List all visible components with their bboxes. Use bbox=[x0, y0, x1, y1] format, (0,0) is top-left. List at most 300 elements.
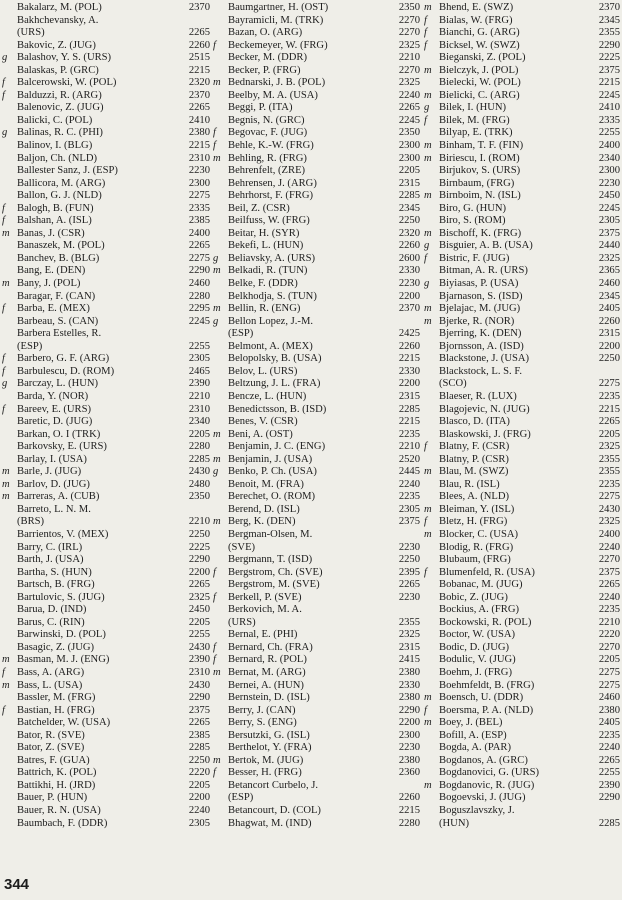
player-rating: 2380 bbox=[398, 666, 420, 678]
player-rating: 2265 bbox=[188, 579, 210, 591]
player-entry bbox=[424, 516, 620, 529]
player-name: Blau, R. (ISL) bbox=[439, 478, 500, 490]
player-rating: 2410 bbox=[598, 102, 620, 114]
player-entry bbox=[424, 667, 620, 680]
player-rating: 2215 bbox=[398, 353, 420, 365]
player-rating: 2345 bbox=[398, 202, 420, 214]
player-entry bbox=[2, 604, 210, 617]
player-entry bbox=[424, 40, 620, 53]
player-name: Barda, Y. (NOR) bbox=[17, 390, 89, 402]
player-rating: 2275 bbox=[598, 491, 620, 503]
player-rating: 2430 bbox=[188, 679, 210, 691]
player-name: Bayramicli, M. (TRK) bbox=[228, 14, 324, 26]
player-rating: 2410 bbox=[188, 114, 210, 126]
player-entry bbox=[2, 341, 210, 354]
player-rating: 2205 bbox=[398, 165, 420, 177]
player-name: Blackstock, L. S. F. bbox=[439, 365, 523, 377]
player-entry bbox=[424, 265, 620, 278]
player-rating: 2265 bbox=[398, 102, 420, 114]
player-name: Barua, D. (IND) bbox=[17, 604, 87, 616]
player-rating: 2235 bbox=[598, 478, 620, 490]
player-name: Barkan, O. I (TRK) bbox=[17, 428, 101, 440]
player-rating: 2240 bbox=[598, 742, 620, 754]
player-name: Beckemeyer, W. (FRG) bbox=[228, 39, 328, 51]
player-name: Boey, J. (BEL) bbox=[439, 717, 503, 729]
title-mark: g bbox=[424, 240, 430, 252]
player-entry bbox=[213, 542, 420, 555]
player-name: Blaeser, R. (LUX) bbox=[439, 390, 517, 402]
title-mark: f bbox=[2, 77, 5, 89]
player-rating: 2315 bbox=[398, 390, 420, 402]
player-entry bbox=[2, 253, 210, 266]
player-name: Bator, Z. (SVE) bbox=[17, 742, 85, 754]
player-rating: 2200 bbox=[398, 290, 420, 302]
player-rating: 2215 bbox=[188, 64, 210, 76]
player-rating: 2390 bbox=[188, 654, 210, 666]
player-rating: 2205 bbox=[598, 654, 620, 666]
player-rating: 2285 bbox=[188, 742, 210, 754]
player-name: Bass, L. (USA) bbox=[17, 679, 83, 691]
player-name: Bockius, A. (FRG) bbox=[439, 604, 520, 616]
player-rating: 2350 bbox=[398, 2, 420, 13]
player-name: Bisguier, A. B. (USA) bbox=[439, 240, 533, 252]
player-entry bbox=[424, 554, 620, 567]
player-name: Benjamin, J. (USA) bbox=[228, 453, 313, 465]
player-entry bbox=[424, 617, 620, 630]
player-name: Betancourt, D. (COL) bbox=[228, 805, 321, 816]
player-rating: 2265 bbox=[598, 416, 620, 428]
player-rating: 2215 bbox=[188, 140, 210, 152]
title-mark: g bbox=[213, 252, 219, 264]
player-rating: 2285 bbox=[598, 817, 620, 829]
player-entry bbox=[424, 27, 620, 40]
player-name: Boehmfeldt, B. (FRG) bbox=[439, 679, 535, 691]
player-rating: 2340 bbox=[598, 152, 620, 164]
player-rating: 2300 bbox=[398, 729, 420, 741]
player-entry bbox=[2, 579, 210, 592]
player-entry bbox=[2, 353, 210, 366]
player-entry bbox=[2, 366, 210, 379]
player-rating: 2230 bbox=[598, 177, 620, 189]
player-rating: 2305 bbox=[188, 817, 210, 829]
player-entry bbox=[213, 127, 420, 140]
player-name: (URS) bbox=[228, 616, 256, 628]
player-entry bbox=[424, 717, 620, 730]
player-rating: 2305 bbox=[598, 215, 620, 227]
player-rating: 2285 bbox=[398, 403, 420, 415]
player-entry bbox=[213, 15, 420, 28]
player-rating: 2375 bbox=[398, 516, 420, 528]
player-entry bbox=[213, 378, 420, 391]
player-rating: 2450 bbox=[188, 604, 210, 616]
player-rating: 2250 bbox=[398, 554, 420, 566]
player-entry bbox=[2, 504, 210, 517]
player-entry bbox=[2, 40, 210, 53]
player-entry bbox=[213, 341, 420, 354]
player-name: Biro, S. (ROM) bbox=[439, 215, 506, 227]
title-mark: m bbox=[213, 453, 221, 465]
player-name: Banchev, B. (BLG) bbox=[17, 252, 100, 264]
player-rating: 2280 bbox=[188, 290, 210, 302]
player-name: Barreras, A. (CUB) bbox=[17, 491, 100, 503]
player-rating: 2355 bbox=[598, 453, 620, 465]
player-rating: 2215 bbox=[398, 805, 420, 816]
player-entry bbox=[213, 153, 420, 166]
player-name: Belke, F. (DDR) bbox=[228, 278, 298, 290]
player-name: Bitman, A. R. (URS) bbox=[439, 265, 528, 277]
player-rating: 2255 bbox=[188, 340, 210, 352]
player-rating: 2275 bbox=[188, 190, 210, 202]
player-name: Blees, A. (NLD) bbox=[439, 491, 510, 503]
player-entry bbox=[2, 755, 210, 768]
player-rating: 2270 bbox=[398, 27, 420, 39]
player-entry bbox=[424, 240, 620, 253]
player-entry bbox=[213, 604, 420, 617]
title-mark: g bbox=[213, 315, 219, 327]
player-entry bbox=[424, 755, 620, 768]
player-entry bbox=[213, 165, 420, 178]
player-rating: 2430 bbox=[188, 466, 210, 478]
player-rating: 2210 bbox=[188, 390, 210, 402]
player-entry bbox=[213, 491, 420, 504]
player-name: Beitar, H. (SYR) bbox=[228, 227, 300, 239]
player-entry bbox=[424, 416, 620, 429]
player-rating: 2520 bbox=[398, 453, 420, 465]
player-rating: 2330 bbox=[398, 365, 420, 377]
player-name: Barle, J. (JUG) bbox=[17, 466, 82, 478]
player-rating: 2390 bbox=[598, 779, 620, 791]
player-entry bbox=[213, 102, 420, 115]
player-name: Blumenfeld, R. (USA) bbox=[439, 566, 535, 578]
player-name: Bang, E. (DEN) bbox=[17, 265, 86, 277]
player-entry bbox=[424, 629, 620, 642]
player-entry bbox=[424, 65, 620, 78]
player-rating: 2275 bbox=[598, 679, 620, 691]
player-entry bbox=[2, 818, 210, 831]
player-name: Barlay, I. (USA) bbox=[17, 453, 87, 465]
player-name: Belkhodja, S. (TUN) bbox=[228, 290, 317, 302]
player-name: Barlov, D. (JUG) bbox=[17, 478, 90, 490]
player-entry bbox=[424, 328, 620, 341]
player-name: Benedictsson, B. (ISD) bbox=[228, 403, 327, 415]
player-name: Berkovich, M. A. bbox=[228, 604, 302, 616]
player-entry bbox=[2, 529, 210, 542]
player-name: Behrenfelt, (ZRE) bbox=[228, 165, 306, 177]
player-name: Bicksel, W. (SWZ) bbox=[439, 39, 520, 51]
player-name: Bany, J. (POL) bbox=[17, 278, 81, 290]
player-rating: 2370 bbox=[188, 2, 210, 13]
player-rating: 2300 bbox=[188, 177, 210, 189]
player-rating: 2240 bbox=[398, 478, 420, 490]
player-entry bbox=[213, 767, 420, 780]
title-mark: g bbox=[2, 127, 8, 139]
player-rating: 2265 bbox=[188, 27, 210, 39]
player-entry bbox=[2, 328, 210, 341]
player-entry bbox=[213, 77, 420, 90]
player-rating: 2290 bbox=[598, 39, 620, 51]
player-name: Boguszlavszky, J. bbox=[439, 805, 515, 816]
player-rating: 2340 bbox=[188, 416, 210, 428]
player-entry bbox=[2, 542, 210, 555]
player-entry bbox=[2, 680, 210, 693]
player-rating: 2250 bbox=[188, 528, 210, 540]
player-entry bbox=[424, 705, 620, 718]
player-name: Banaszek, M. (POL) bbox=[17, 240, 105, 252]
page-number: 344 bbox=[4, 876, 30, 893]
player-name: Bauer, P. (HUN) bbox=[17, 792, 88, 804]
player-name: Betancort Curbelo, J. bbox=[228, 779, 319, 791]
player-name: Berry, S. (ENG) bbox=[228, 717, 297, 729]
title-mark: g bbox=[2, 52, 8, 64]
player-name: Birnboim, N. (ISL) bbox=[439, 190, 521, 202]
player-name: Bakalarz, M. (POL) bbox=[17, 2, 102, 13]
player-name: Berthelot, Y. (FRA) bbox=[228, 742, 312, 754]
player-name: Batres, F. (GUA) bbox=[17, 754, 90, 766]
player-entry bbox=[424, 178, 620, 191]
player-name: Belkadi, R. (TUN) bbox=[228, 265, 308, 277]
title-mark: m bbox=[424, 692, 432, 704]
player-name: Blodig, R. (FRG) bbox=[439, 541, 514, 553]
player-rating: 2300 bbox=[398, 152, 420, 164]
player-name: Balenovic, Z. (JUG) bbox=[17, 102, 104, 114]
player-entry bbox=[424, 504, 620, 517]
player-entry bbox=[424, 303, 620, 316]
player-entry bbox=[2, 265, 210, 278]
title-mark: m bbox=[424, 2, 432, 13]
player-entry bbox=[213, 567, 420, 580]
player-rating: 2445 bbox=[398, 466, 420, 478]
player-rating: 2210 bbox=[398, 441, 420, 453]
player-rating: 2255 bbox=[188, 629, 210, 641]
player-name: Behrensen, J. (ARG) bbox=[228, 177, 317, 189]
player-name: Bassler, M. (FRG) bbox=[17, 692, 96, 704]
player-rating: 2240 bbox=[188, 805, 210, 816]
player-rating: 2245 bbox=[188, 315, 210, 327]
player-name: Barus, C. (RIN) bbox=[17, 616, 85, 628]
player-entry bbox=[2, 567, 210, 580]
player-rating: 2260 bbox=[598, 315, 620, 327]
player-rating: 2395 bbox=[398, 566, 420, 578]
player-name: Bergstrom, M. (SVE) bbox=[228, 579, 320, 591]
player-rating: 2205 bbox=[598, 428, 620, 440]
player-entry bbox=[424, 604, 620, 617]
player-name: Balshan, A. (ISL) bbox=[17, 215, 92, 227]
player-rating: 2245 bbox=[598, 202, 620, 214]
player-name: Balashov, Y. S. (URS) bbox=[17, 52, 112, 64]
title-mark: f bbox=[213, 127, 216, 139]
player-rating: 2290 bbox=[188, 265, 210, 277]
player-name: Berkell, P. (SVE) bbox=[228, 591, 302, 603]
player-rating: 2295 bbox=[188, 303, 210, 315]
player-rating: 2465 bbox=[188, 365, 210, 377]
title-mark: m bbox=[2, 227, 10, 239]
player-name: Bauer, R. N. (USA) bbox=[17, 805, 101, 816]
player-rating: 2385 bbox=[188, 729, 210, 741]
player-entry bbox=[2, 165, 210, 178]
player-name: Bielecki, W. (POL) bbox=[439, 77, 521, 89]
player-rating: 2380 bbox=[188, 127, 210, 139]
player-entry bbox=[424, 2, 620, 15]
player-rating: 2600 bbox=[398, 252, 420, 264]
title-mark: m bbox=[2, 654, 10, 666]
player-entry bbox=[2, 404, 210, 417]
player-name: Blatny, P. (CSR) bbox=[439, 453, 509, 465]
player-rating: 2250 bbox=[598, 353, 620, 365]
title-mark: m bbox=[2, 491, 10, 503]
player-entry bbox=[424, 203, 620, 216]
title-mark: m bbox=[213, 754, 221, 766]
player-rating: 2240 bbox=[598, 541, 620, 553]
player-entry bbox=[213, 190, 420, 203]
player-name: Berry, J. (CAN) bbox=[228, 704, 296, 716]
player-entry bbox=[2, 629, 210, 642]
player-entry bbox=[424, 15, 620, 28]
player-entry bbox=[213, 667, 420, 680]
player-name: Basagic, Z. (JUG) bbox=[17, 641, 95, 653]
player-entry bbox=[424, 90, 620, 103]
title-mark: m bbox=[424, 64, 432, 76]
player-entry bbox=[424, 429, 620, 442]
title-mark: f bbox=[424, 39, 427, 51]
player-rating: 2290 bbox=[598, 792, 620, 804]
player-name: Bodic, D. (JUG) bbox=[439, 641, 510, 653]
title-mark: m bbox=[424, 227, 432, 239]
player-rating: 2260 bbox=[188, 39, 210, 51]
player-rating: 2235 bbox=[398, 428, 420, 440]
player-name: Belov, L. (URS) bbox=[228, 365, 298, 377]
player-name: Bjerke, R. (NOR) bbox=[439, 315, 515, 327]
player-entry bbox=[213, 504, 420, 517]
player-entry bbox=[2, 153, 210, 166]
player-rating: 2360 bbox=[398, 767, 420, 779]
player-entry bbox=[424, 391, 620, 404]
player-entry bbox=[213, 404, 420, 417]
title-mark: m bbox=[213, 303, 221, 315]
player-entry bbox=[213, 265, 420, 278]
player-rating: 2400 bbox=[188, 227, 210, 239]
player-rating: 2300 bbox=[598, 165, 620, 177]
player-name: Besser, H. (FRG) bbox=[228, 767, 302, 779]
player-entry bbox=[2, 617, 210, 630]
player-name: Becker, P. (FRG) bbox=[228, 64, 301, 76]
player-rating: 2200 bbox=[188, 792, 210, 804]
player-entry bbox=[213, 654, 420, 667]
player-name: Bellin, R. (ENG) bbox=[228, 303, 301, 315]
player-name: (URS) bbox=[17, 27, 45, 39]
player-entry bbox=[213, 592, 420, 605]
player-entry bbox=[424, 805, 620, 818]
title-mark: m bbox=[213, 428, 221, 440]
player-name: Battrich, K. (POL) bbox=[17, 767, 97, 779]
player-rating: 2315 bbox=[398, 177, 420, 189]
column-1 bbox=[2, 2, 210, 830]
player-entry bbox=[213, 328, 420, 341]
player-entry bbox=[213, 40, 420, 53]
player-entry bbox=[213, 391, 420, 404]
player-rating: 2370 bbox=[188, 89, 210, 101]
player-rating: 2200 bbox=[398, 717, 420, 729]
player-rating: 2325 bbox=[188, 591, 210, 603]
player-entry bbox=[213, 416, 420, 429]
player-entry bbox=[2, 77, 210, 90]
player-rating: 2370 bbox=[598, 2, 620, 13]
player-entry bbox=[424, 454, 620, 467]
player-rating: 2350 bbox=[398, 127, 420, 139]
player-rating: 2205 bbox=[188, 779, 210, 791]
player-rating: 2430 bbox=[598, 503, 620, 515]
player-entry bbox=[213, 792, 420, 805]
player-name: Bobanac, M. (JUG) bbox=[439, 579, 523, 591]
player-name: Bergmann, T. (ISD) bbox=[228, 554, 313, 566]
player-entry bbox=[213, 717, 420, 730]
title-mark: f bbox=[213, 566, 216, 578]
player-entry bbox=[213, 516, 420, 529]
title-mark: m bbox=[213, 152, 221, 164]
title-mark: f bbox=[2, 666, 5, 678]
player-name: Bernal, E. (PHI) bbox=[228, 629, 298, 641]
title-mark: m bbox=[213, 265, 221, 277]
player-entry bbox=[424, 730, 620, 743]
player-entry bbox=[424, 52, 620, 65]
player-name: Balduzzi, R. (ARG) bbox=[17, 89, 102, 101]
player-name: (BRS) bbox=[17, 516, 45, 528]
player-rating: 2425 bbox=[398, 328, 420, 340]
player-name: Boehm, J. (FRG) bbox=[439, 666, 512, 678]
player-name: Beilfuss, W. (FRG) bbox=[228, 215, 310, 227]
title-mark: f bbox=[2, 215, 5, 227]
player-entry bbox=[2, 178, 210, 191]
title-mark: m bbox=[213, 666, 221, 678]
player-entry bbox=[2, 805, 210, 818]
player-name: Bekefi, L. (HUN) bbox=[228, 240, 304, 252]
player-rating: 2245 bbox=[398, 114, 420, 126]
player-rating: 2245 bbox=[598, 89, 620, 101]
player-entry bbox=[213, 692, 420, 705]
title-mark: m bbox=[2, 679, 10, 691]
player-name: Bernat, M. (ARG) bbox=[228, 666, 306, 678]
player-name: Biriescu, I. (ROM) bbox=[439, 152, 520, 164]
player-name: Baragar, F. (CAN) bbox=[17, 290, 96, 302]
player-name: Bockowski, R. (POL) bbox=[439, 616, 532, 628]
player-rating: 2210 bbox=[188, 516, 210, 528]
player-rating: 2290 bbox=[398, 704, 420, 716]
player-name: Bjerring, K. (DEN) bbox=[439, 328, 522, 340]
player-rating: 2265 bbox=[188, 717, 210, 729]
player-rating: 2215 bbox=[598, 403, 620, 415]
player-entry bbox=[424, 215, 620, 228]
player-entry bbox=[2, 316, 210, 329]
player-rating: 2280 bbox=[188, 441, 210, 453]
player-rating: 2325 bbox=[598, 252, 620, 264]
player-name: Bartsch, B. (FRG) bbox=[17, 579, 95, 591]
player-name: Baumbach, F. (DDR) bbox=[17, 817, 108, 829]
player-rating: 2265 bbox=[598, 579, 620, 591]
player-entry bbox=[2, 102, 210, 115]
player-rating: 2345 bbox=[598, 290, 620, 302]
player-name: Bakovic, Z. (JUG) bbox=[17, 39, 96, 51]
player-name: Balicki, C. (POL) bbox=[17, 114, 93, 126]
player-entry bbox=[213, 818, 420, 831]
player-rating: 2380 bbox=[398, 692, 420, 704]
player-rating: 2315 bbox=[598, 328, 620, 340]
player-name: Barbulescu, D. (ROM) bbox=[17, 365, 115, 377]
player-entry bbox=[213, 680, 420, 693]
player-entry bbox=[2, 391, 210, 404]
player-entry bbox=[2, 592, 210, 605]
player-rating: 2285 bbox=[188, 453, 210, 465]
player-rating: 2430 bbox=[188, 641, 210, 653]
title-mark: f bbox=[213, 591, 216, 603]
